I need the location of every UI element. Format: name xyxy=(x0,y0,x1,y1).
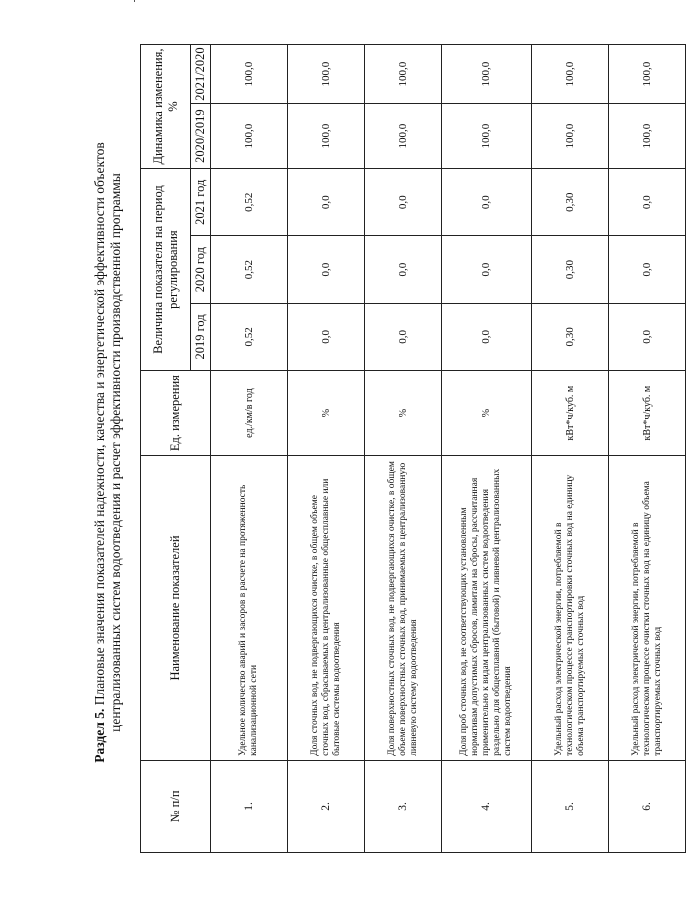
row-num: 6. xyxy=(609,760,686,852)
row-unit: кВт*ч/куб. м xyxy=(609,371,686,456)
indicators-table xyxy=(140,44,686,853)
row-2020: 0,0 xyxy=(442,236,532,303)
row-name: Удельный расход электрической энергии, потребляемой в технологическом процессе транспортировки сточных вод на единицу объема транспортируемых сточных вод xyxy=(532,456,609,761)
header-dyn-2021-2020: 2021/2020 xyxy=(191,45,211,104)
row-dyn-1: 100,0 xyxy=(609,104,686,169)
header-dyn-2020-2019: 2020/2019 xyxy=(191,104,211,169)
table-row xyxy=(211,45,288,853)
row-2021: 0,52 xyxy=(211,169,288,236)
table-row xyxy=(532,45,609,853)
row-num: 3. xyxy=(365,760,442,852)
row-num: 4. xyxy=(442,760,532,852)
row-dyn-2: 100,0 xyxy=(609,45,686,104)
row-num: 2. xyxy=(288,760,365,852)
row-dyn-1: 100,0 xyxy=(442,104,532,169)
row-2019: 0,0 xyxy=(442,303,532,370)
header-row-1 xyxy=(141,45,191,853)
row-dyn-2: 100,0 xyxy=(442,45,532,104)
row-dyn-1: 100,0 xyxy=(288,104,365,169)
row-dyn-2: 100,0 xyxy=(211,45,288,104)
header-year-2021: 2021 год xyxy=(191,169,211,236)
row-num: 1. xyxy=(211,760,288,852)
table-row xyxy=(288,45,365,853)
title-line-1: Плановые значения показателей надежности, качества и энергетической эффективности объектов xyxy=(92,142,107,709)
row-unit: ед./км/в год xyxy=(211,371,288,456)
table-row xyxy=(442,45,532,853)
row-dyn-1: 100,0 xyxy=(365,104,442,169)
row-unit: кВт*ч/куб. м xyxy=(532,371,609,456)
row-2020: 0,30 xyxy=(532,236,609,303)
section-label: Раздел 5. xyxy=(92,708,107,763)
row-2021: 0,0 xyxy=(609,169,686,236)
row-name: Удельное количество аварий и засоров в расчете на протяженность канализационной сети xyxy=(211,456,288,761)
row-2020: 0,0 xyxy=(288,236,365,303)
row-2019: 0,30 xyxy=(532,303,609,370)
table-row xyxy=(609,45,686,853)
row-unit: % xyxy=(442,371,532,456)
table-row xyxy=(365,45,442,853)
header-dynamics: Динамика изменения, % xyxy=(141,45,191,169)
row-2021: 0,30 xyxy=(532,169,609,236)
row-dyn-2: 100,0 xyxy=(365,45,442,104)
header-num: № п/п xyxy=(141,760,211,852)
row-2019: 0,0 xyxy=(609,303,686,370)
header-year-2020: 2020 год xyxy=(191,236,211,303)
row-dyn-2: 100,0 xyxy=(532,45,609,104)
row-2019: 0,52 xyxy=(211,303,288,370)
row-dyn-2: 100,0 xyxy=(288,45,365,104)
header-unit: Ед. измерения xyxy=(141,371,211,456)
row-unit: % xyxy=(288,371,365,456)
header-year-2019: 2019 год xyxy=(191,303,211,370)
row-name: Доля проб сточных вод, не соответствующих установленным нормативам допустимых сбросов, лимитам на сбросы, рассчитанная применительно к видам централизованных систем водоотведения раздельно для общесплавной (бытовой) и ливневой централизованных систем водоотведения xyxy=(442,456,532,761)
row-name: Доля сточных вод, не подвергающихся очистке, в общем объеме сточных вод, сбрасываемых в централизованные общесплавные или бытовые системы водоотведения xyxy=(288,456,365,761)
row-2021: 0,0 xyxy=(442,169,532,236)
row-2021: 0,0 xyxy=(365,169,442,236)
row-2020: 0,0 xyxy=(609,236,686,303)
document-title xyxy=(92,60,124,845)
row-2020: 0,52 xyxy=(211,236,288,303)
row-unit: % xyxy=(365,371,442,456)
row-2020: 0,0 xyxy=(365,236,442,303)
header-name: Наименование показателей xyxy=(141,456,211,761)
header-period: Величина показателя на период регулирования xyxy=(141,169,191,371)
row-2019: 0,0 xyxy=(365,303,442,370)
row-num: 5. xyxy=(532,760,609,852)
row-name: Удельный расход электрической энергии, потребляемой в технологическом процессе очистки сточных вод на единицу объема транспортируемых сточных вод xyxy=(609,456,686,761)
title-line-2: централизованных систем водоотведения и расчет эффективности производственной программы xyxy=(108,173,123,732)
row-name: Доля поверхностных сточных вод, не подвергающихся очистке, в общем объеме поверхностных сточных вод, принимаемых в централизованную ливневую систему водоотведения xyxy=(365,456,442,761)
row-dyn-1: 100,0 xyxy=(211,104,288,169)
row-2019: 0,0 xyxy=(288,303,365,370)
row-2021: 0,0 xyxy=(288,169,365,236)
row-dyn-1: 100,0 xyxy=(532,104,609,169)
page-mark xyxy=(134,0,135,2)
